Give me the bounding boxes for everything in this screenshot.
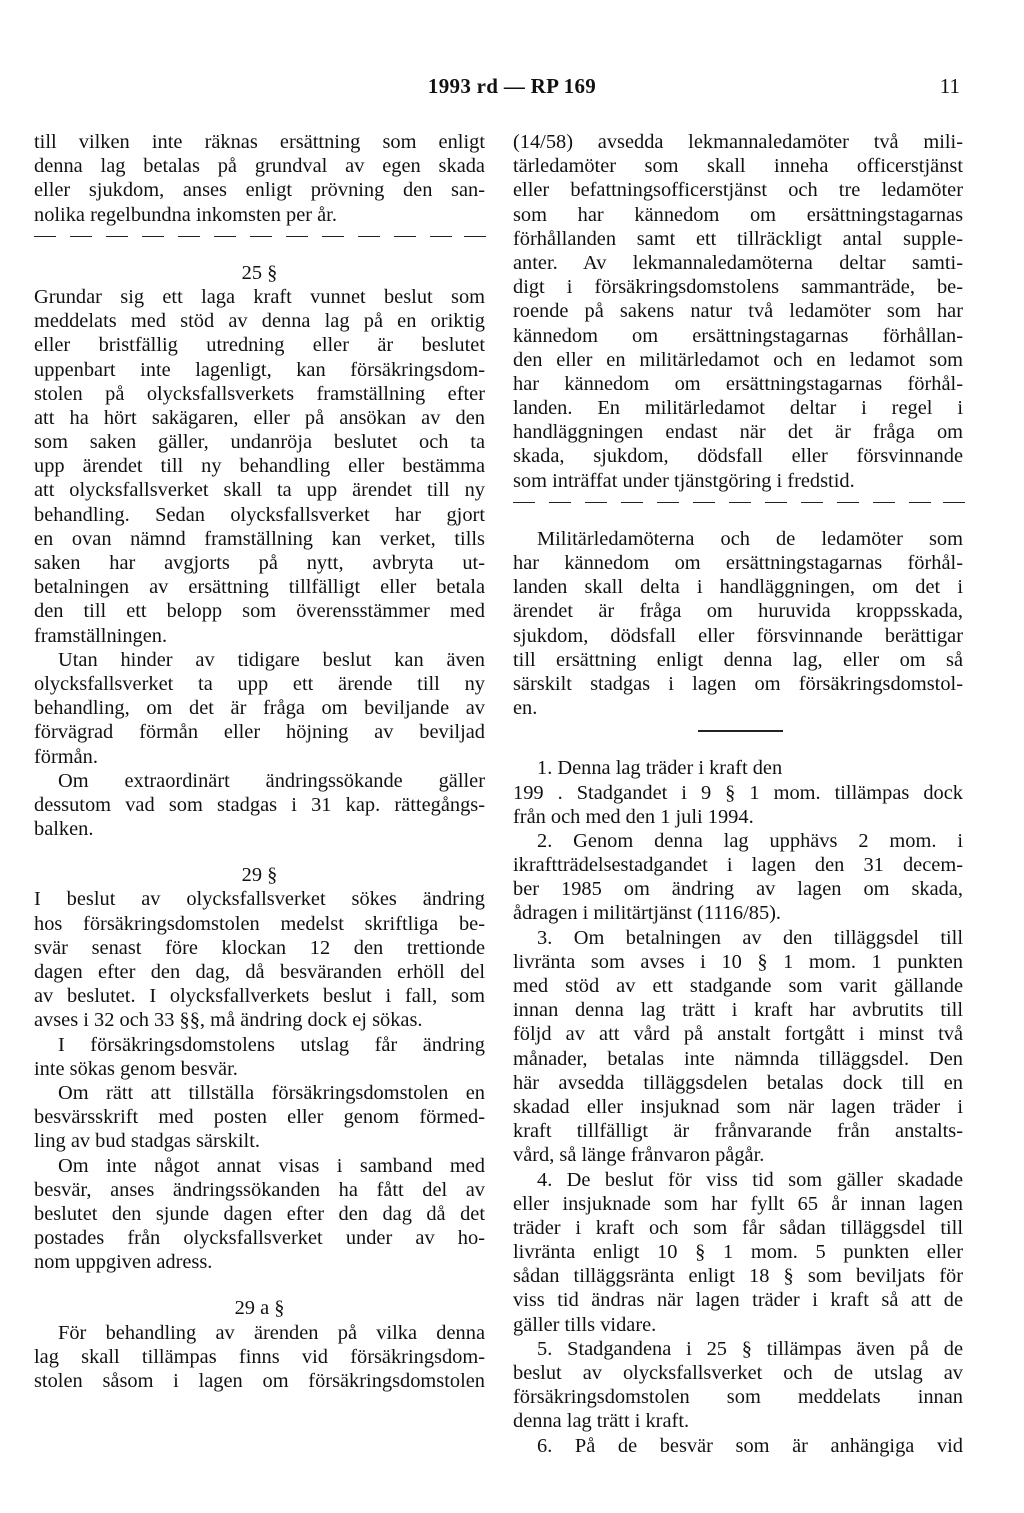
text-line: har kännedom om ersättningstagarnas förhål- bbox=[513, 372, 963, 395]
text-line: tärledamöter som skall inneha officerstjänst bbox=[513, 155, 963, 178]
text-line: Om extraordinärt ändringssökande gäller bbox=[58, 769, 485, 792]
text-line: livränta enligt 10 § 1 mom. 5 punkten eller bbox=[513, 1241, 963, 1264]
text-line: (14/58) avsedda lekmannaledamöter två mili- bbox=[513, 131, 963, 153]
text-line: skadad eller insjuknad som när lagen träder i bbox=[513, 1095, 963, 1118]
text-line: skada, sjukdom, dödsfall eller försvinnande bbox=[513, 445, 963, 468]
text-line: stolen såsom i lagen om försäkringsdomstolen bbox=[34, 1370, 485, 1392]
page-header bbox=[0, 74, 1024, 106]
text-line: 4. De beslut för viss tid som gäller skadade bbox=[537, 1168, 963, 1191]
text-line: hos försäkringsdomstolen medelst skriftliga be- bbox=[34, 912, 485, 935]
text-line: dagen efter den dag, då besväranden erhöll del bbox=[34, 961, 485, 983]
section-29-paragraph-1 bbox=[34, 887, 485, 1032]
transitional-item-2 bbox=[513, 829, 963, 926]
text-line: livränta som avses i 10 § 1 mom. 1 punkten bbox=[513, 950, 963, 973]
omission-dashes bbox=[34, 227, 485, 249]
text-line: nolika regelbundna inkomsten per år. bbox=[34, 203, 337, 226]
text-line: ling av bud stadgas särskilt. bbox=[34, 1130, 260, 1153]
omission-dashes bbox=[513, 493, 963, 515]
text-line: av beslutet. I olycksfallverkets beslut i fall, som bbox=[34, 985, 485, 1008]
text-line: I försäkringsdomstolens utslag får ändring bbox=[58, 1033, 485, 1056]
text-line: eller sjukdom, anses enligt prövning den san- bbox=[34, 179, 485, 202]
text-line: upp ärendet till ny behandling eller bestämma bbox=[34, 455, 485, 478]
text-line: besvärsskrift med posten eller genom förmed- bbox=[34, 1106, 485, 1129]
text-line: postades från olycksfallsverket under av ho- bbox=[34, 1227, 485, 1250]
text-line: 6. På de besvär som är anhängiga vid bbox=[537, 1434, 963, 1457]
text-line: som har kännedom om ersättningstagarnas bbox=[513, 203, 963, 226]
text-line: 5. Stadgandena i 25 § tillämpas även på de bbox=[537, 1337, 963, 1360]
text-line: vård, så länge frånvaron pågår. bbox=[513, 1144, 765, 1167]
text-line: kraft tillfälligt är frånvarande från anstalts- bbox=[513, 1120, 963, 1143]
text-line: försäkringsdomstolen som meddelats innan bbox=[513, 1386, 963, 1409]
section-29a-paragraph-1 bbox=[34, 1321, 485, 1394]
transitional-item-4 bbox=[513, 1168, 963, 1337]
text-line: eller befattningsofficerstjänst och tre ledamöter bbox=[513, 179, 963, 202]
text-line: månader, betalas inte nämnda tilläggsdel. Den bbox=[513, 1047, 963, 1070]
text-line: behandling. Sedan olycksfallsverket har gjort bbox=[34, 503, 485, 526]
text-line: kännedom om ersättningstagarnas förhållan- bbox=[513, 324, 963, 347]
section-25-paragraph-3 bbox=[34, 769, 485, 842]
text-line: att ha hört sakägaren, eller på ansökan av den bbox=[34, 406, 485, 429]
section-heading: 29 § bbox=[241, 864, 278, 887]
section-25-paragraph-2 bbox=[34, 648, 485, 769]
text-line: digt i försäkringsdomstolens sammanträde, be- bbox=[513, 276, 963, 299]
text-line: ikraftträdelsestadgandet i lagen den 31 decem- bbox=[513, 854, 963, 877]
text-line: innan denna lag trätt i kraft har avbrutits till bbox=[513, 999, 963, 1022]
text-line: 1. Denna lag träder i kraft den bbox=[537, 757, 783, 780]
running-title: 1993 rd — RP 169 bbox=[427, 74, 597, 98]
text-line: ber 1985 om ändring av lagen om skada, bbox=[513, 878, 963, 901]
text-line: följd av att vård på anstalt fortgått i minst två bbox=[513, 1023, 963, 1046]
text-line: den till ett belopp som överensstämmer med bbox=[34, 600, 485, 623]
text-line: meddelats med stöd av denna lag på en oriktig bbox=[34, 310, 485, 333]
text-line: ådragen i militärtjänst (1116/85). bbox=[513, 902, 782, 925]
text-line: behandling, om det är fråga om beviljande av bbox=[34, 697, 485, 720]
text-line: Grundar sig ett laga kraft vunnet beslut som bbox=[34, 285, 485, 308]
text-line: förhållanden samt ett tillräckligt antal supple- bbox=[513, 227, 963, 250]
text-line: som saken gäller, undanröja beslutet och ta bbox=[34, 431, 485, 454]
continued-paragraph bbox=[513, 130, 963, 493]
text-line: sådan tilläggsränta enligt 18 § som beviljats för bbox=[513, 1265, 963, 1288]
text-line: sjukdom, dödsfall eller försvinnande berättigar bbox=[513, 624, 963, 647]
text-line: Militärledamöterna och de ledamöter som bbox=[537, 527, 963, 550]
text-line: denna lag betalas på grundval av egen skada bbox=[34, 155, 485, 178]
transitional-item-3 bbox=[513, 926, 963, 1168]
text-line: nom uppgiven adress. bbox=[34, 1251, 213, 1274]
text-line: den eller en militärledamot och en ledamot som bbox=[513, 348, 963, 371]
transitional-item-1 bbox=[513, 756, 963, 829]
section-25-paragraph-1 bbox=[34, 285, 485, 648]
text-line: olycksfallsverket ta upp ett ärende till ny bbox=[34, 672, 485, 695]
text-line: har kännedom om ersättningstagarnas förhål- bbox=[513, 552, 963, 574]
text-line: 2. Genom denna lag upphävs 2 mom. i bbox=[537, 829, 963, 852]
text-line: till vilken inte räknas ersättning som enligt bbox=[34, 131, 485, 153]
militar-paragraph bbox=[513, 527, 963, 721]
text-line: lag skall tillämpas finns vid försäkringsdom- bbox=[34, 1345, 485, 1368]
text-line: särskilt stadgas i lagen om försäkringsdomstol- bbox=[513, 672, 963, 695]
text-line: viss tid ändras när lagen träder i kraft så att de bbox=[513, 1289, 963, 1312]
text-line: denna lag trätt i kraft. bbox=[513, 1410, 690, 1433]
text-line: inte sökas genom besvär. bbox=[34, 1057, 238, 1080]
text-line: från och med den 1 juli 1994. bbox=[513, 805, 754, 828]
separator-rule bbox=[513, 720, 963, 744]
text-line: landen. En militärledamot deltar i regel i bbox=[513, 397, 963, 420]
text-line: saken har avgjorts på nytt, avbryta ut- bbox=[34, 552, 485, 574]
page-number: 11 bbox=[939, 74, 960, 98]
section-heading: 25 § bbox=[241, 261, 278, 284]
text-line: träder i kraft och som får sådan tilläggsdel till bbox=[513, 1216, 963, 1239]
transitional-item-5 bbox=[513, 1337, 963, 1434]
text-line: framställningen. bbox=[34, 624, 168, 647]
text-line: beslut av olycksfallsverket och de utslag av bbox=[513, 1362, 963, 1384]
text-line: som inträffat under tjänstgöring i fredstid. bbox=[513, 469, 855, 492]
text-line: Om rätt att tillställa försäkringsdomstolen en bbox=[58, 1081, 485, 1104]
text-line: landen skall delta i handläggningen, om det i bbox=[513, 576, 963, 599]
text-line: eller insjuknade som har fyllt 65 år innan lagen bbox=[513, 1192, 963, 1215]
text-line: gäller tills vidare. bbox=[513, 1313, 657, 1336]
text-line: dessutom vad som stadgas i 31 kap. rättegångs- bbox=[34, 793, 485, 816]
text-line: förmån. bbox=[34, 745, 98, 768]
text-line: anter. Av lekmannaledamöterna deltar samti- bbox=[513, 251, 963, 274]
text-line: en. bbox=[513, 697, 538, 720]
right-column bbox=[513, 130, 963, 1458]
section-29-paragraph-2 bbox=[34, 1033, 485, 1081]
section-heading: 29 a § bbox=[234, 1297, 285, 1320]
text-line: förvägrad förmån eller höjning av beviljad bbox=[34, 721, 485, 744]
text-line: 199 . Stadgandet i 9 § 1 mom. tillämpas dock bbox=[513, 781, 963, 804]
text-line: roende på sakens natur två ledamöter som har bbox=[513, 300, 963, 323]
text-line: att olycksfallsverket skall ta upp ärendet till ny bbox=[34, 479, 485, 502]
text-line: en ovan nämnd framställning kan verket, tills bbox=[34, 527, 485, 550]
text-line: balken. bbox=[34, 818, 94, 841]
text-line: ärendet är fråga om huruvida kroppsskada, bbox=[513, 600, 963, 623]
text-line: med stöd av ett stadgande som varit gällande bbox=[513, 975, 963, 997]
text-line: eller bristfällig utredning eller är beslutet bbox=[34, 334, 485, 357]
text-line: besvär, anses ändringssökanden ha fått del av bbox=[34, 1178, 485, 1201]
text-line: betalningen av ersättning tillfälligt eller betala bbox=[34, 576, 485, 599]
left-column bbox=[34, 130, 485, 1393]
text-line: Om inte något annat visas i samband med bbox=[58, 1154, 485, 1177]
intro-paragraph bbox=[34, 130, 485, 227]
text-line: till ersättning enligt denna lag, eller om så bbox=[513, 648, 963, 671]
text-line: I beslut av olycksfallsverket sökes ändring bbox=[34, 888, 485, 911]
text-line: handläggningen endast när det är fråga om bbox=[513, 421, 963, 444]
text-line: avses i 32 och 33 §§, må ändring dock ej sökas. bbox=[34, 1009, 423, 1032]
text-line: beslutet den sjunde dagen efter den dag då det bbox=[34, 1202, 485, 1225]
transitional-item-6 bbox=[513, 1434, 963, 1458]
text-line: 3. Om betalningen av den tilläggsdel till bbox=[537, 926, 963, 949]
text-line: uppenbart inte lagenligt, kan försäkringsdom- bbox=[34, 358, 485, 381]
section-29-paragraph-3 bbox=[34, 1081, 485, 1154]
text-line: här avsedda tilläggsdelen betalas dock till en bbox=[513, 1071, 963, 1094]
text-line: Utan hinder av tidigare beslut kan även bbox=[58, 648, 485, 671]
text-line: svär senast före klockan 12 den trettionde bbox=[34, 936, 485, 959]
text-line: stolen på olycksfallsverkets framställning efter bbox=[34, 382, 485, 405]
section-29-paragraph-4 bbox=[34, 1154, 485, 1275]
text-line: För behandling av ärenden på vilka denna bbox=[58, 1321, 485, 1344]
